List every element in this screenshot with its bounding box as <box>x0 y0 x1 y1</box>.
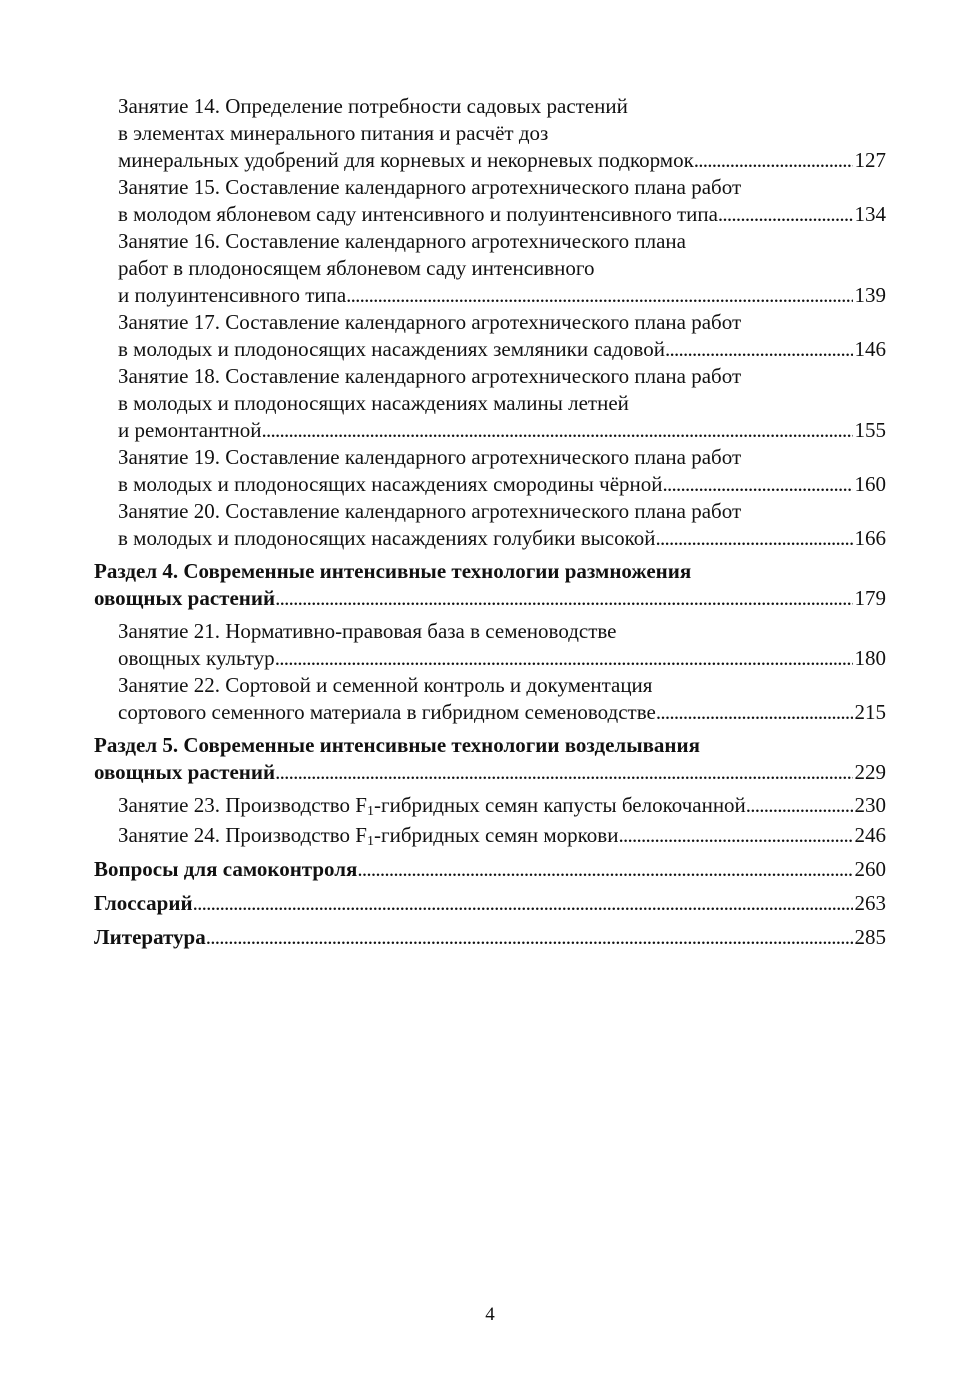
toc-entry-line: Занятие 21. Нормативно-правовая база в семеноводстве <box>118 619 617 643</box>
toc-entry-literature[interactable] <box>94 924 886 951</box>
toc-page-number: 263 <box>854 891 886 915</box>
toc-entry-line: Занятие 14. Определение потребности садовых растений <box>118 94 628 118</box>
toc-entry-self-control-questions[interactable] <box>94 856 886 883</box>
toc-entry-line: Вопросы для самоконтроля <box>94 857 358 881</box>
toc-entry-line: и полуинтенсивного типа <box>118 283 347 307</box>
toc-entry-lesson-16[interactable] <box>94 228 886 309</box>
toc-entry-line: овощных растений <box>94 760 276 784</box>
toc-entry-leader-line <box>118 336 886 363</box>
toc-page-number: 260 <box>854 857 886 881</box>
toc-page-number: 134 <box>854 202 886 226</box>
dot-leader <box>694 147 853 174</box>
toc-entry-lesson-17[interactable] <box>94 309 886 363</box>
dot-leader <box>357 856 852 883</box>
dot-leader <box>346 282 852 309</box>
dot-leader <box>206 924 853 951</box>
toc-entry-lesson-21[interactable] <box>94 618 886 672</box>
toc-entry-glossary[interactable] <box>94 890 886 917</box>
toc-entry-line: и ремонтантной <box>118 418 262 442</box>
toc-entry-text-start: Занятие 23. Производство F <box>118 793 367 817</box>
toc-entry-line: в молодом яблоневом саду интенсивного и полуинтенсивного типа <box>118 202 718 226</box>
dot-leader <box>275 759 852 786</box>
toc-entry-lesson-14[interactable] <box>94 93 886 174</box>
toc-page-number: 146 <box>854 337 886 361</box>
dot-leader <box>665 336 853 363</box>
toc-page-number: 160 <box>854 472 886 496</box>
toc-entry-line <box>118 822 618 849</box>
toc-page-number: 155 <box>854 418 886 442</box>
toc-entry-lesson-18[interactable] <box>94 363 886 444</box>
toc-entry-text-start: Занятие 24. Производство F <box>118 823 367 847</box>
toc-entry-leader-line <box>118 147 886 174</box>
toc-entry-line: в элементах минерального питания и расчёт доз <box>118 121 549 145</box>
dot-leader <box>746 792 853 819</box>
subscript-text: 1 <box>366 834 374 849</box>
toc-entry-line: Глоссарий <box>94 891 193 915</box>
dot-leader <box>656 525 853 552</box>
toc-entry-line: минеральных удобрений для корневых и некорневых подкормок <box>118 148 694 172</box>
dot-leader <box>718 201 853 228</box>
dot-leader <box>618 822 852 849</box>
toc-entry-line: в молодых и плодоносящих насаждениях земляники садовой <box>118 337 665 361</box>
toc-entry-leader-line <box>118 201 886 228</box>
toc-entry-leader-line <box>118 525 886 552</box>
toc-entry-line: в молодых и плодоносящих насаждениях малины летней <box>118 391 629 415</box>
dot-leader <box>275 585 852 612</box>
table-of-contents <box>94 93 886 951</box>
toc-entry-lesson-24[interactable] <box>94 822 886 849</box>
toc-entry-line <box>118 792 746 819</box>
dot-leader <box>663 471 853 498</box>
subscript-text: 1 <box>366 804 374 819</box>
toc-entry-line: Занятие 17. Составление календарного агротехнического плана работ <box>118 310 742 334</box>
toc-page-number: 230 <box>854 793 886 817</box>
toc-entry-line: Литература <box>94 925 206 949</box>
toc-entry-leader-line <box>94 856 886 883</box>
toc-entry-leader-line <box>94 759 886 786</box>
toc-entry-lesson-20[interactable] <box>94 498 886 552</box>
toc-entry-line: Занятие 16. Составление календарного агротехнического плана <box>118 229 686 253</box>
dot-leader <box>193 890 853 917</box>
toc-page-number: 166 <box>854 526 886 550</box>
toc-entry-line: Раздел 5. Современные интенсивные технологии возделывания <box>94 733 700 757</box>
toc-entry-leader-line <box>118 699 886 726</box>
toc-entry-line: работ в плодоносящем яблоневом саду интенсивного <box>118 256 595 280</box>
toc-page-number: 285 <box>854 925 886 949</box>
page-number: 4 <box>485 1304 495 1325</box>
toc-entry-line: Занятие 20. Составление календарного агротехнического плана работ <box>118 499 742 523</box>
dot-leader <box>656 699 853 726</box>
toc-entry-section-4[interactable] <box>94 558 886 612</box>
toc-entry-leader-line <box>94 890 886 917</box>
toc-entry-line: Занятие 15. Составление календарного агротехнического плана работ <box>118 175 742 199</box>
toc-entry-leader-line <box>94 924 886 951</box>
toc-page-number: 229 <box>854 760 886 784</box>
toc-page-number: 179 <box>854 586 886 610</box>
toc-page-number: 180 <box>854 646 886 670</box>
toc-entry-section-5[interactable] <box>94 732 886 786</box>
toc-entry-line: овощных культур <box>118 646 275 670</box>
toc-entry-line: Раздел 4. Современные интенсивные технологии размножения <box>94 559 692 583</box>
toc-entry-line: сортового семенного материала в гибридном семеноводстве <box>118 700 656 724</box>
toc-entry-lesson-22[interactable] <box>94 672 886 726</box>
toc-page-number: 127 <box>854 148 886 172</box>
toc-entry-leader-line <box>118 417 886 444</box>
toc-entry-line: в молодых и плодоносящих насаждениях голубики высокой <box>118 526 656 550</box>
toc-entry-line: Занятие 22. Сортовой и семенной контроль и документация <box>118 673 653 697</box>
toc-page-number: 139 <box>854 283 886 307</box>
toc-page-number: 215 <box>854 700 886 724</box>
toc-entry-leader-line <box>118 645 886 672</box>
toc-entry-line: Занятие 19. Составление календарного агротехнического плана работ <box>118 445 742 469</box>
toc-entry-line: овощных растений <box>94 586 276 610</box>
toc-entry-leader-line <box>118 792 886 819</box>
toc-entry-lesson-15[interactable] <box>94 174 886 228</box>
toc-entry-text-end: -гибридных семян моркови <box>373 823 619 847</box>
toc-entry-line: Занятие 18. Составление календарного агротехнического плана работ <box>118 364 742 388</box>
toc-entry-text-end: -гибридных семян капусты белокочанной <box>373 793 746 817</box>
toc-entry-line: в молодых и плодоносящих насаждениях смородины чёрной <box>118 472 663 496</box>
toc-entry-lesson-19[interactable] <box>94 444 886 498</box>
toc-page-number: 246 <box>854 823 886 847</box>
dot-leader <box>275 645 853 672</box>
dot-leader <box>261 417 852 444</box>
toc-entry-leader-line <box>94 585 886 612</box>
toc-entry-leader-line <box>118 471 886 498</box>
toc-entry-leader-line <box>118 822 886 849</box>
toc-entry-leader-line <box>118 282 886 309</box>
toc-entry-lesson-23[interactable] <box>94 792 886 819</box>
